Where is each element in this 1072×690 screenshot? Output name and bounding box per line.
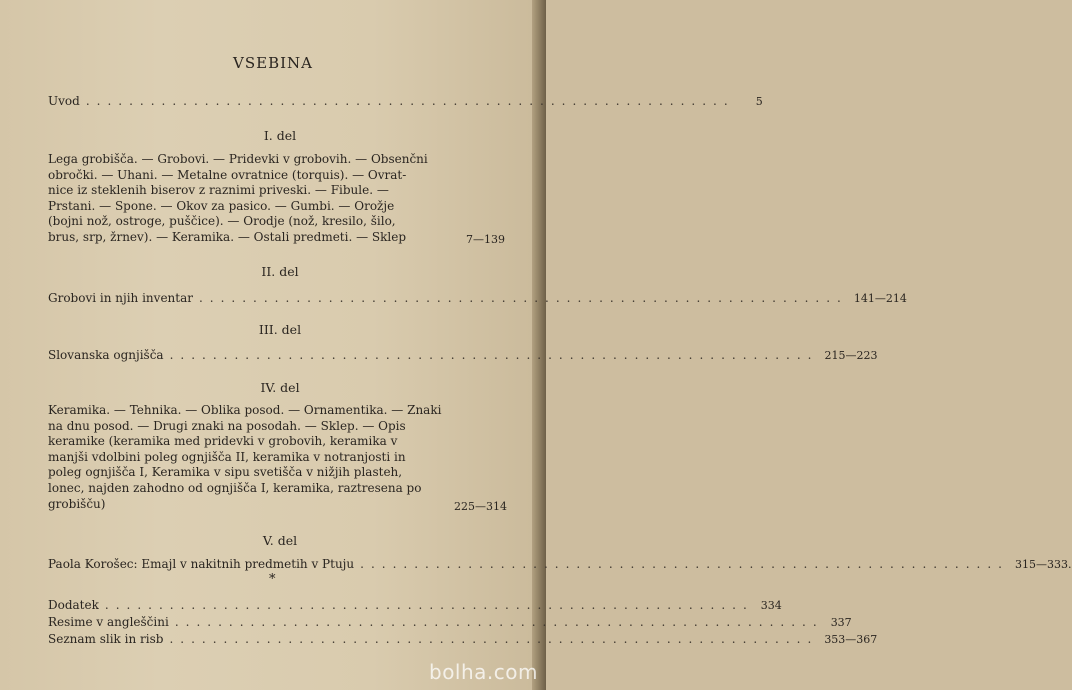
toc-entry-part2 xyxy=(48,291,907,305)
leader-dots: ............................................................ xyxy=(360,557,1009,571)
part4-pages: 225—314 xyxy=(454,500,507,513)
toc-entry-summary xyxy=(48,615,852,629)
leader-dots: ............................................................ xyxy=(169,348,819,362)
part1-line: (bojni nož, ostroge, puščice). — Orodje (nož, kresilo, šilo, xyxy=(48,214,396,229)
part4-contents xyxy=(48,403,458,512)
part4-line: lonec, najden zahodno od ognjišča I, keramika, raztresena po xyxy=(48,480,422,495)
watermark-logo: bolha.com xyxy=(429,660,538,684)
toc-entry-part5 xyxy=(48,557,1072,571)
toc-entry-label: Dodatek xyxy=(48,598,99,612)
leader-dots: ............................................................ xyxy=(104,598,754,612)
toc-entry-page: 353—367 xyxy=(824,633,878,646)
part-heading-5: V. del xyxy=(262,533,298,548)
part-heading-4: IV. del xyxy=(260,380,300,395)
leader-dots: ............................................................ xyxy=(174,615,824,629)
toc-entry-page: 334 xyxy=(760,599,782,612)
toc-entry-page: 141—214 xyxy=(853,292,907,305)
toc-entry-label: Grobovi in njih inventar xyxy=(48,291,193,305)
part-heading-1: I. del xyxy=(263,128,297,143)
part1-line: obročki. — Uhani. — Metalne ovratnice (torquis). — Ovrat- xyxy=(48,167,407,182)
toc-entry-label: Resime v angleščini xyxy=(48,615,169,629)
toc-entry-label: Slovanska ognjišča xyxy=(48,348,164,362)
part4-line: Keramika. — Tehnika. — Oblika posod. — Ornamentika. — Znaki xyxy=(48,403,442,417)
toc-entry-figures xyxy=(48,632,878,646)
section-separator: * xyxy=(269,572,276,587)
part4-line: poleg ognjišča I, Keramika v sipu svetišča v nižjih plasteh, xyxy=(48,465,403,480)
part1-contents xyxy=(48,152,458,246)
part-heading-2: II. del xyxy=(261,264,299,279)
toc-entry-page: 337 xyxy=(830,616,852,629)
part4-line: keramike (keramika med pridevki v grobovih, keramika v xyxy=(48,434,398,449)
leader-dots: ............................................................ xyxy=(198,291,848,305)
toc-entry-intro xyxy=(48,94,763,108)
part1-line: brus, srp, žrnev). — Keramika. — Ostali predmeti. — Sklep xyxy=(48,229,407,244)
part-heading-3: III. del xyxy=(258,322,302,337)
toc-entry-page: 315—333. xyxy=(1015,558,1072,571)
toc-entry-label: Seznam slik in risb xyxy=(48,632,164,646)
toc-entry-label: Paola Korošec: Emajl v nakitnih predmetih v Ptuju xyxy=(48,557,355,571)
part1-line: Lega grobišča. — Grobovi. — Pridevki v grobovih. — Obsenčni xyxy=(48,152,428,166)
toc-title: VSEBINA xyxy=(233,54,313,72)
toc-entry-page: 215—223 xyxy=(824,349,878,362)
part4-line: manjši vdolbini poleg ognjišča II, keramika v notranjosti in xyxy=(48,449,406,464)
part1-line: Prstani. — Spone. — Okov za pasico. — Gumbi. — Orožje xyxy=(48,198,395,213)
part1-pages: 7—139 xyxy=(466,233,505,246)
toc-entry-appendix xyxy=(48,598,782,612)
leader-dots: ............................................................ xyxy=(169,632,819,646)
toc-entry-label: Uvod xyxy=(48,94,80,108)
part4-line: grobišču) xyxy=(48,496,106,511)
toc-entry-part3 xyxy=(48,348,878,362)
part1-line: nice iz steklenih biserov z raznimi priveski. — Fibule. — xyxy=(48,183,389,198)
part4-line: na dnu posod. — Drugi znaki na posodah. — Sklep. — Opis xyxy=(48,418,406,433)
leader-dots: ............................................................ xyxy=(85,94,735,108)
toc-entry-page: 5 xyxy=(755,95,763,108)
